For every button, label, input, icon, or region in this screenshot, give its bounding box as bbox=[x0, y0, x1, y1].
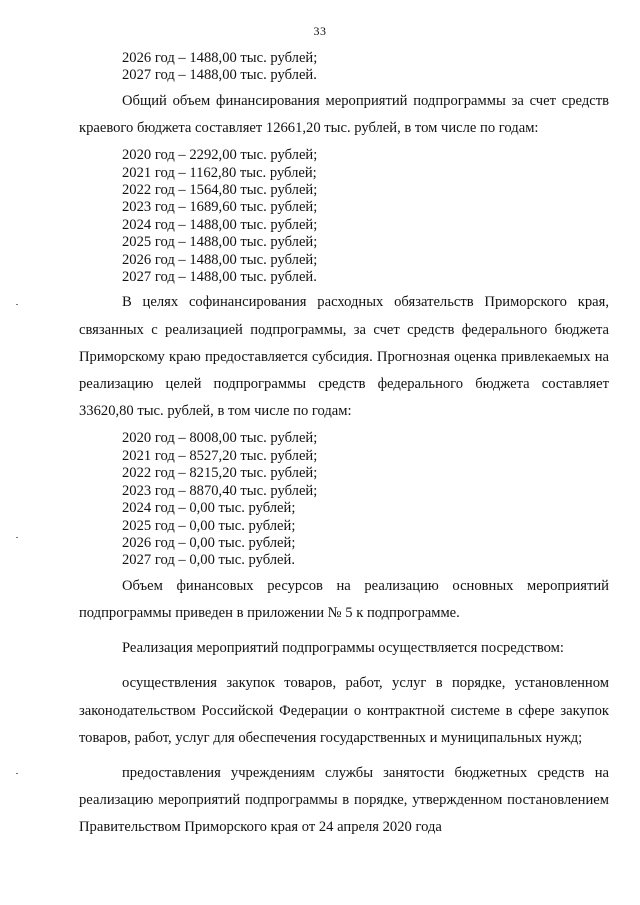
margin-mark bbox=[16, 304, 18, 305]
paragraph-procurement: осуществления закупок товаров, работ, услуг в порядке, установленном законодательством Российской Федерации о контрактной системе в сфере закупок товаров, работ, услуг для обеспечения государственных и муниципальных нужд; bbox=[79, 675, 609, 746]
year-line: 2024 год – 1488,00 тыс. рублей; bbox=[122, 216, 318, 233]
year-line: 2027 год – 1488,00 тыс. рублей. bbox=[122, 269, 317, 286]
year-line: 2021 год – 1162,80 тыс. рублей; bbox=[122, 164, 317, 181]
year-line: 2025 год – 0,00 тыс. рублей; bbox=[122, 517, 296, 534]
year-line: 2022 год – 8215,20 тыс. рублей; bbox=[122, 465, 318, 482]
year-line: 2022 год – 1564,80 тыс. рублей; bbox=[122, 182, 318, 199]
page-number: 33 bbox=[313, 24, 327, 38]
paragraph-employment-service: предоставления учреждениям службы занятости бюджетных средств на реализацию мероприятий подпрограммы в порядке, утвержденном постановлением Правительством Приморского края от 24 апреля 2020 года bbox=[79, 764, 609, 836]
year-line: 2026 год – 0,00 тыс. рублей; bbox=[122, 534, 296, 551]
year-list-regional bbox=[79, 147, 609, 286]
margin-mark bbox=[16, 537, 18, 538]
year-line: 2021 год – 8527,20 тыс. рублей; bbox=[122, 447, 318, 464]
document-body bbox=[79, 50, 609, 842]
year-line: 2025 год – 1488,00 тыс. рублей; bbox=[122, 234, 318, 251]
paragraph-regional-budget: Общий объем финансирования мероприятий подпрограммы за счет средств краевого бюджета составляет 12661,20 тыс. рублей, в том числе по годам: bbox=[79, 92, 609, 137]
paragraph-financial-resources: Объем финансовых ресурсов на реализацию основных мероприятий подпрограммы приведен в приложении № 5 к подпрограмме. bbox=[79, 577, 609, 621]
year-line: 2026 год – 1488,00 тыс. рублей; bbox=[122, 50, 318, 66]
year-line: 2027 год – 1488,00 тыс. рублей. bbox=[122, 67, 317, 84]
year-line: 2023 год – 8870,40 тыс. рублей; bbox=[122, 482, 318, 499]
year-line: 2023 год – 1689,60 тыс. рублей; bbox=[122, 199, 318, 216]
year-line: 2027 год – 0,00 тыс. рублей. bbox=[122, 552, 295, 569]
year-line: 2020 год – 8008,00 тыс. рублей; bbox=[122, 430, 318, 447]
year-line: 2020 год – 2292,00 тыс. рублей; bbox=[122, 147, 318, 164]
paragraph-implementation: Реализация мероприятий подпрограммы осуществляется посредством: bbox=[122, 640, 564, 657]
margin-mark bbox=[16, 773, 18, 774]
year-line: 2024 год – 0,00 тыс. рублей; bbox=[122, 500, 296, 517]
year-line: 2026 год – 1488,00 тыс. рублей; bbox=[122, 251, 318, 268]
year-list-continued bbox=[79, 50, 609, 85]
year-list-federal bbox=[79, 430, 609, 569]
paragraph-federal-subsidy: В целях софинансирования расходных обязательств Приморского края, связанных с реализацией подпрограммы, за счет средств федерального бюджета Приморскому краю предоставляется субсидия. Прогнозная оценка привлекаемых на реализацию целей подпрограммы средств федерального бюджета составляет 33620,80 тыс. рублей, в том числе по годам: bbox=[79, 294, 609, 420]
